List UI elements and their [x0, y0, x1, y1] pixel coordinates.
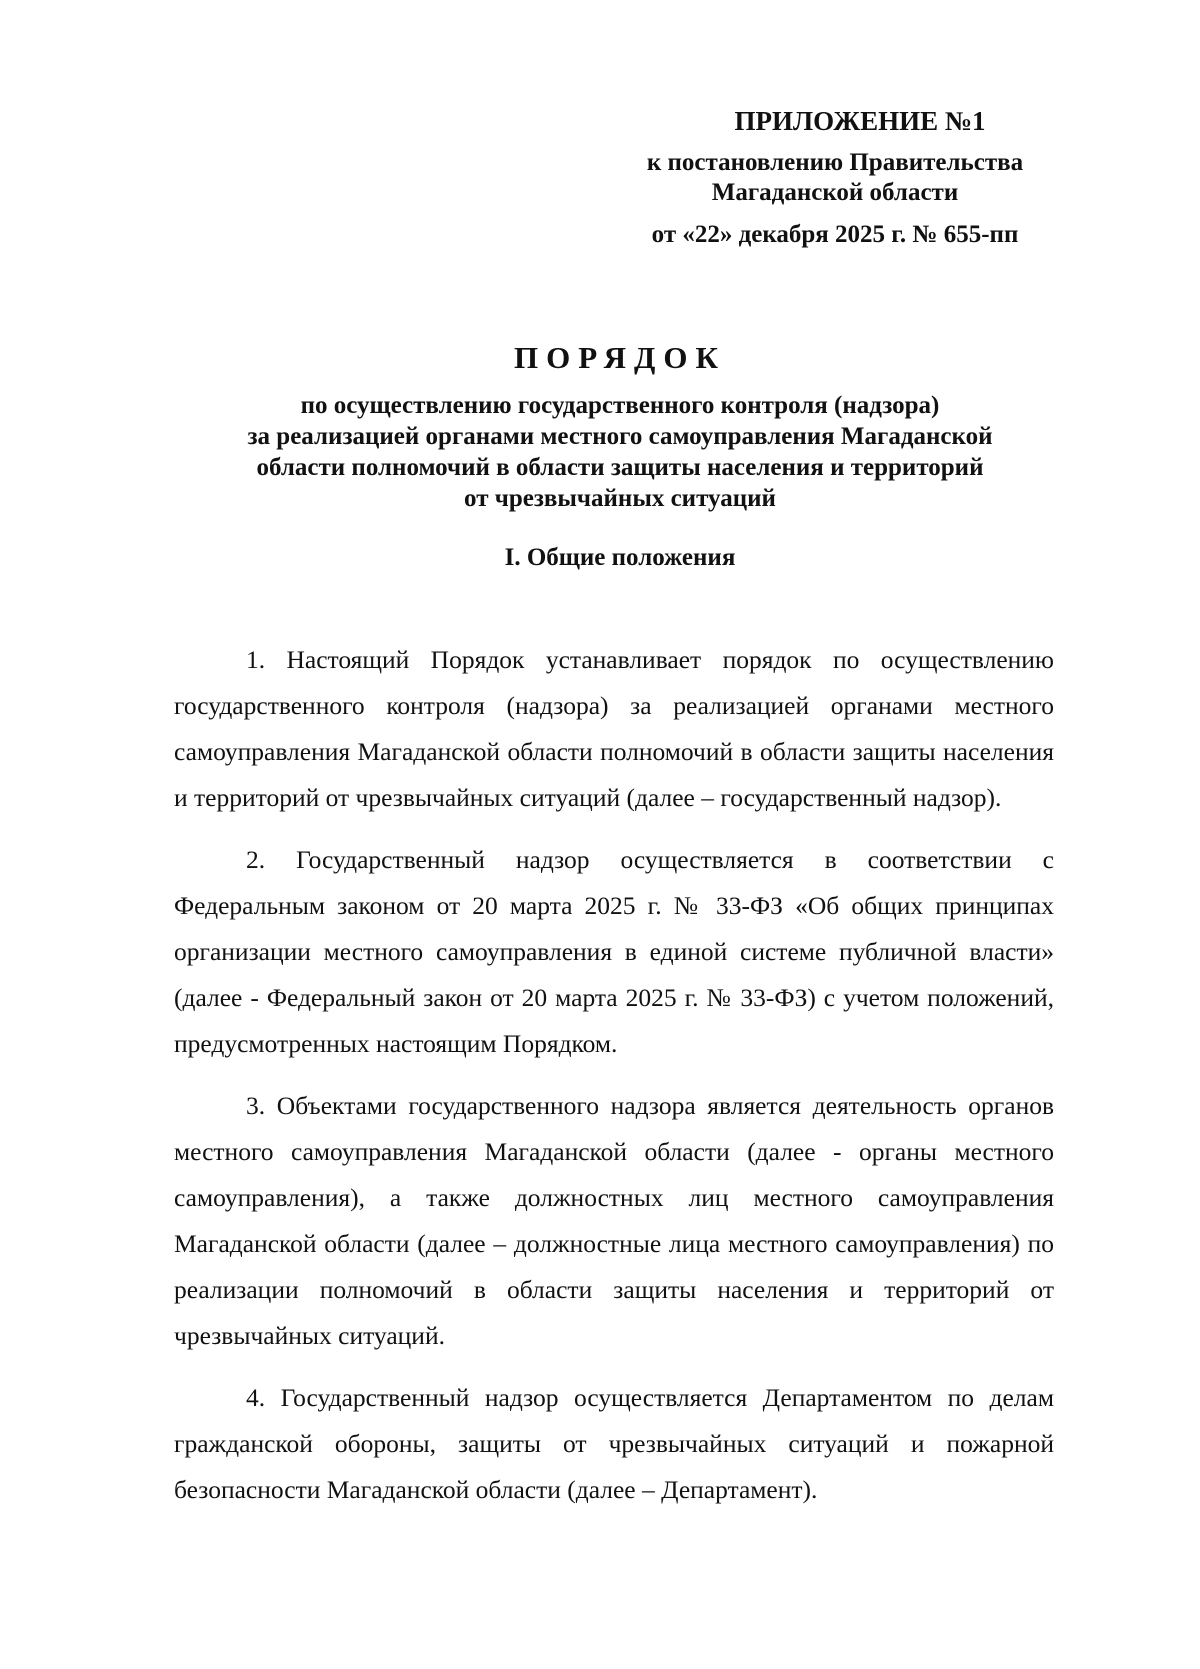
paragraph-2: 2. Государственный надзор осуществляется в соответствии с Федеральным законом от 20 марта 2025 г. № 33-ФЗ «Об общих принципах организации местного самоуправления в единой системе публичной власти» (далее - Федеральный закон от 20 марта 2025 г. № 33-ФЗ) с учетом положений, предусмотренных настоящим Порядком.	[174, 845, 1054, 1058]
document-title-block	[170, 338, 1070, 514]
section-heading: I. Общие положения	[504, 544, 736, 571]
document-subtitle-line: за реализацией органами местного самоуправления Магаданской	[247, 423, 993, 450]
appendix-title: ПРИЛОЖЕНИЕ №1	[734, 106, 986, 136]
appendix-reference-line-1: к постановлению Правительства	[646, 149, 1024, 176]
document-subtitle-line: области полномочий в области защиты населения и территорий	[256, 454, 984, 481]
paragraph-1: 1. Настоящий Порядок устанавливает порядок по осуществлению государственного контроля (надзора) за реализацией органами местного самоуправления Магаданской области полномочий в области защиты населения и территорий от чрезвычайных ситуаций (далее – государственный надзор).	[174, 645, 1054, 812]
appendix-date-line: от «22» декабря 2025 г. № 655-пп	[651, 221, 1019, 248]
appendix-header	[600, 106, 1070, 250]
document-title: ПОРЯДОК	[514, 340, 726, 375]
document-subtitle-line: от чрезвычайных ситуаций	[464, 485, 776, 512]
paragraph-3: 3. Объектами государственного надзора является деятельность органов местного самоуправления Магаданской области (далее - органы местного самоуправления), а также должностных лиц местного самоуправления Магаданской области (далее – должностные лица местного самоуправления) по реализации полномочий в области защиты населения и территорий от чрезвычайных ситуаций.	[174, 1091, 1054, 1350]
document-subtitle-line: по осуществлению государственного контроля (надзора)	[300, 392, 940, 419]
appendix-reference-line-2: Магаданской области	[711, 179, 959, 206]
paragraph-4: 4. Государственный надзор осуществляется Департаментом по делам гражданской обороны, защиты от чрезвычайных ситуаций и пожарной безопасности Магаданской области (далее – Департамент).	[174, 1383, 1054, 1504]
document-body	[174, 637, 1054, 1529]
